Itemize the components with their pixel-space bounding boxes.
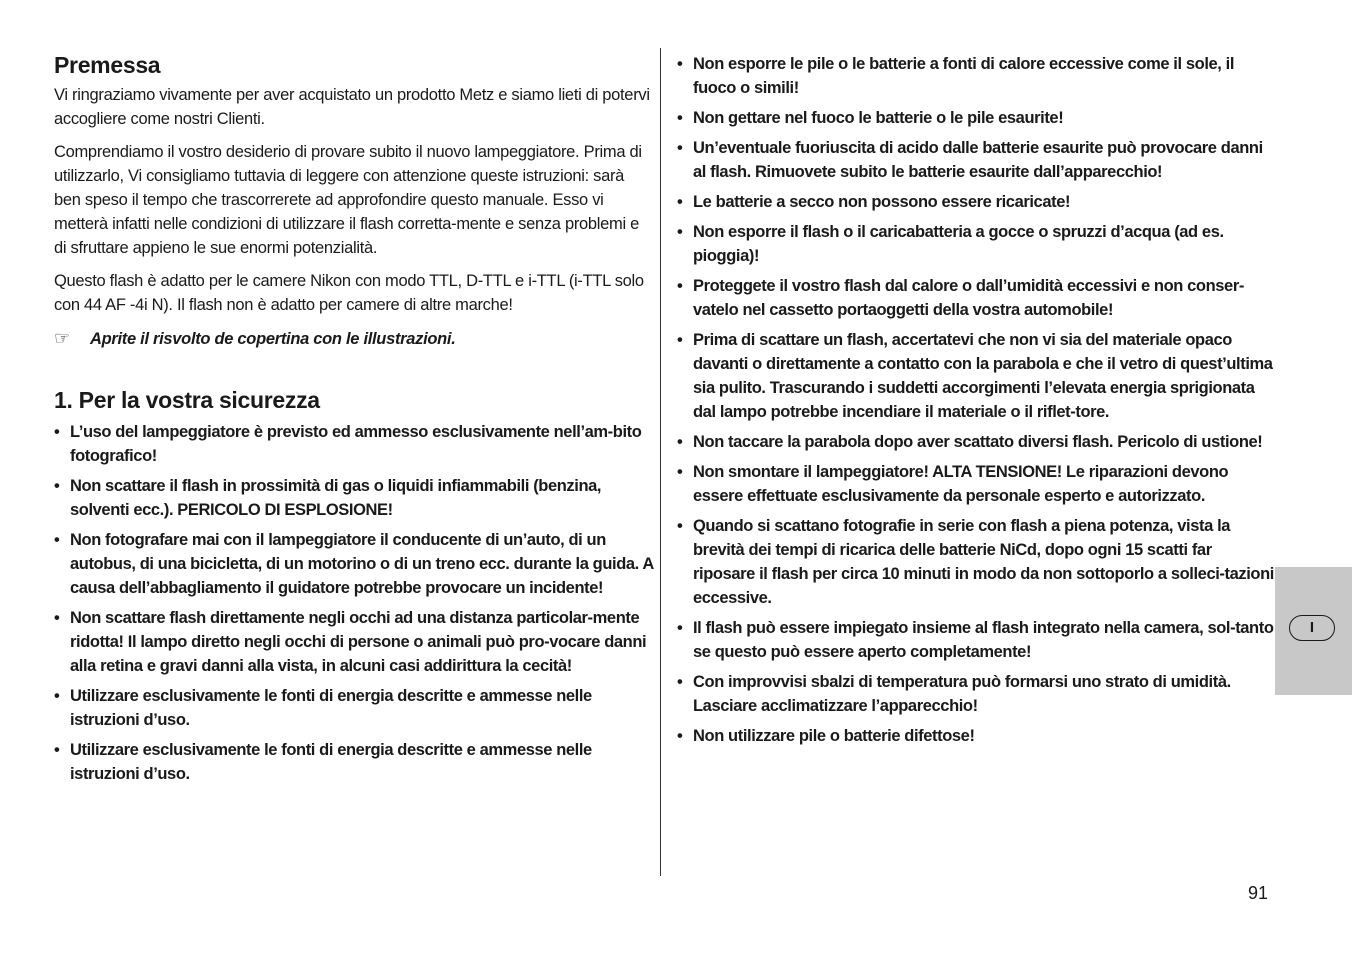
list-item: • Non esporre le pile o le batterie a fonti di calore eccessive come il sole, il fuoco o simili!	[677, 55, 1235, 97]
intro-paragraph-1: Vi ringraziamo vivamente per aver acquistato un prodotto Metz e siamo lieti di potervi accogliere come nostri Clienti.	[54, 86, 650, 128]
list-item: • Il flash può essere impiegato insieme al flash integrato nella camera, sol-tanto se questo può essere aperto completamente!	[677, 619, 1274, 661]
cover-note-text: Aprite il risvolto de copertina con le illustrazioni.	[90, 330, 456, 348]
list-item: • Non taccare la parabola dopo aver scattato diversi flash. Pericolo di ustione!	[677, 433, 1263, 451]
list-item: • Non scattare il flash in prossimità di gas o liquidi infiammabili (benzina, solventi ecc.). PERICOLO DI ESPLOSIONE!	[54, 477, 602, 519]
safety-list-right	[677, 52, 1275, 748]
list-item: • Non utilizzare pile o batterie difettose!	[677, 727, 975, 745]
list-item: • L’uso del lampeggiatore è previsto ed ammesso esclusivamente nell’am-bito fotografico!	[54, 423, 642, 465]
list-item: • Prima di scattare un flash, accertatevi che non vi sia del materiale opaco davanti o direttamente a contatto con la parabola e che il vetro di quest’ultima sia pulito. Trascurando i suddetti accorgimenti l’elevata energia sprigionata dal lampo potrebbe incendiare il materiale o il riflet-tore.	[677, 331, 1273, 421]
page-number: 91	[1248, 883, 1269, 903]
list-item: • Quando si scattano fotografie in serie con flash a piena potenza, vista la brevità dei tempi di ricarica delle batterie NiCd, dopo ogni 15 scatti far riposare il flash per circa 10 minuti in modo da non sottoporlo a solleci-tazioni eccessive.	[677, 517, 1274, 607]
list-item: • Con improvvisi sbalzi di temperatura può formarsi uno strato di umidità. Lasciare acclimatizzare l’apparecchio!	[677, 673, 1231, 715]
language-badge: I	[1289, 615, 1335, 641]
list-item: • Non gettare nel fuoco le batterie o le pile esaurite!	[677, 109, 1064, 127]
list-item: • Proteggete il vostro flash dal calore o dall’umidità eccessivi e non conser-vatelo nel cassetto portaoggetti della vostra automobile!	[677, 277, 1244, 319]
column-divider	[660, 48, 661, 876]
list-item: • Utilizzare esclusivamente le fonti di energia descritte e ammesse nelle istruzioni d’uso.	[54, 687, 592, 729]
intro-paragraph-3: Questo flash è adatto per le camere Nikon con modo TTL, D-TTL e i-TTL (i-TTL solo con 44 AF -4i N). Il flash non è adatto per camere di altre marche!	[54, 272, 644, 314]
list-item: • Un’eventuale fuoriuscita di acido dalle batterie esaurite può provocare danni al flash. Rimuovete subito le batterie esaurite dall’apparecchio!	[677, 139, 1263, 181]
safety-list-left	[54, 420, 654, 786]
language-tab	[1275, 567, 1352, 695]
list-item: • Non fotografare mai con il lampeggiatore il conducente di un’auto, di un autobus, di una bicicletta, di un motorino o di un treno ecc. durante la guida. A causa dell’abbagliamento il guidatore potrebbe provocare un incidente!	[54, 531, 654, 597]
list-item: • Non esporre il flash o il caricabatteria a gocce o spruzzi d’acqua (ad es. pioggia)!	[677, 223, 1224, 265]
left-column	[54, 52, 654, 792]
list-item: • Utilizzare esclusivamente le fonti di energia descritte e ammesse nelle istruzioni d’uso.	[54, 741, 592, 783]
list-item: • Le batterie a secco non possono essere ricaricate!	[677, 193, 1071, 211]
cover-note	[54, 326, 654, 351]
safety-heading: 1. Per la vostra sicurezza	[54, 387, 320, 413]
pointing-hand-icon: ☞	[54, 328, 70, 348]
list-item: • Non smontare il lampeggiatore! ALTA TENSIONE! Le riparazioni devono essere effettuate esclusivamente da personale esperto e autorizzato.	[677, 463, 1229, 505]
intro-heading: Premessa	[54, 52, 161, 78]
list-item: • Non scattare flash direttamente negli occhi ad una distanza particolar-mente ridotta! Il lampo diretto negli occhi di persone o animali può pro-vocare danni alla retina e gravi danni alla vista, in alcuni casi addirittura la cecità!	[54, 609, 647, 675]
intro-paragraph-2: Comprendiamo il vostro desiderio di provare subito il nuovo lampeggiatore. Prima di utilizzarlo, Vi consigliamo tuttavia di leggere con attenzione queste istruzioni: sarà ben speso il tempo che trascorrerete ad approfondire questo manuale. Esso vi metterà infatti nelle condizioni di utilizzare il flash corretta-mente e senza problemi e di sfruttare appieno le sue enormi potenzialità.	[54, 143, 642, 257]
right-column	[677, 52, 1275, 754]
